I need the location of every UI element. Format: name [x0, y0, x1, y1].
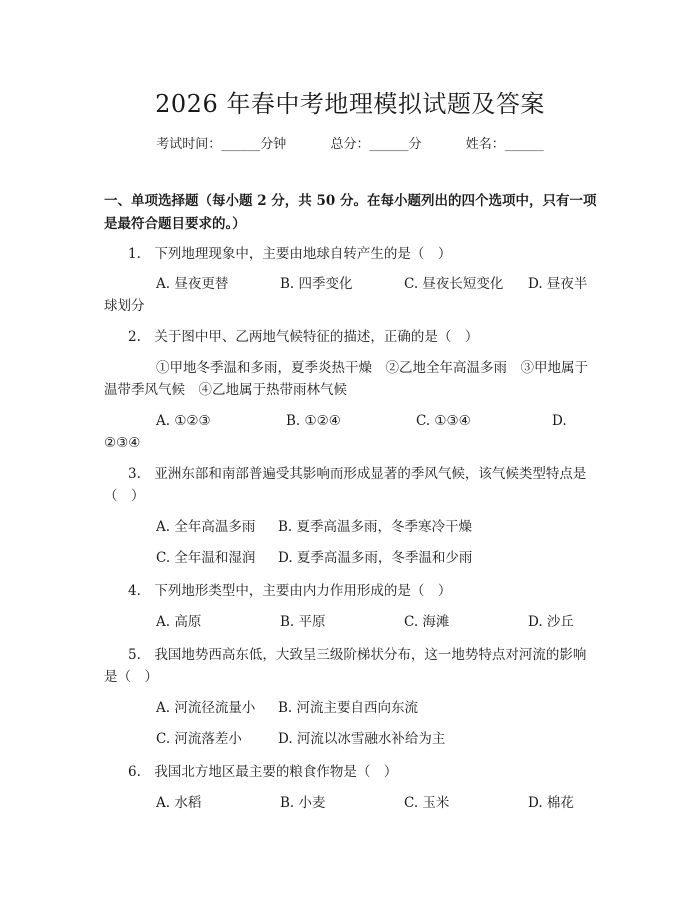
question-2-statements: ①甲地冬季温和多雨，夏季炎热干燥 ②乙地全年高温多雨 ③甲地属于: [156, 360, 588, 376]
option-d: D. 河流以冰雪融水补给为主: [278, 731, 446, 747]
option-a: A. 全年高温多雨: [156, 519, 256, 535]
question-1-option-wrap: 球划分: [104, 298, 145, 314]
option-a: A. ①②③: [156, 413, 211, 429]
question-3-options-row1: [156, 515, 600, 539]
question-3-stem: 3. 亚洲东部和南部普遍受其影响而形成显著的季风气候，该气候类型特点是: [128, 466, 587, 482]
question-5-stem: 5. 我国地势西高东低，大致呈三级阶梯状分布，这一地势特点对河流的影响: [128, 647, 587, 663]
question-1-stem: 1. 下列地理现象中，主要由地球自转产生的是（ ）: [128, 246, 452, 262]
question-5-options-row2: [156, 727, 600, 751]
student-name-field: 姓名：______: [465, 137, 544, 152]
question-5-stem-wrap: 是（ ）: [104, 669, 158, 685]
option-c: C. 全年温和湿润: [156, 550, 256, 566]
question-2-option-wrap: ②③④: [104, 435, 141, 451]
question-2-options: [156, 409, 600, 433]
option-c: C. 昼夜长短变化: [404, 276, 504, 292]
question-6-options: [156, 791, 600, 815]
section-heading-line: 一、单项选择题（每小题 2 分，共 50 分。在每小题列出的四个选项中，只有一项: [104, 193, 597, 209]
exam-time-field: 考试时间：______分钟: [156, 137, 287, 152]
option-a: A. 高原: [156, 614, 202, 630]
question-4-options: [156, 610, 600, 634]
option-b: B. 河流主要自西向东流: [278, 700, 419, 716]
question-3-options-row2: [156, 546, 600, 570]
question-2-statements-wrap: 温带季风气候 ④乙地属于热带雨林气候: [104, 382, 347, 398]
option-d: D. 棉花: [528, 795, 574, 811]
exam-title: 2026 年春中考地理模拟试题及答案: [155, 90, 545, 118]
option-a: A. 昼夜更替: [156, 276, 229, 292]
question-5-options-row1: [156, 696, 600, 720]
question-3-stem-wrap: （ ）: [104, 488, 145, 504]
exam-meta: [0, 133, 700, 152]
question-4-stem: 4. 下列地形类型中，主要由内力作用形成的是（ ）: [128, 583, 452, 599]
option-b: B. 夏季高温多雨，冬季寒冷干燥: [278, 519, 473, 535]
option-b: B. 四季变化: [280, 276, 353, 292]
option-b: B. 平原: [280, 614, 326, 630]
option-b: B. ①②④: [286, 413, 341, 429]
section-heading-line: 是最符合题目要求的。）: [104, 216, 246, 232]
option-b: B. 小麦: [280, 795, 326, 811]
option-d: D. 昼夜半: [528, 276, 588, 292]
total-score-field: 总分：______分: [330, 137, 422, 152]
question-2-stem: 2. 关于图中甲、乙两地气候特征的描述，正确的是（ ）: [128, 329, 479, 345]
option-d: D. 沙丘: [528, 614, 574, 630]
option-a: A. 河流径流量小: [156, 700, 256, 716]
option-a: A. 水稻: [156, 795, 202, 811]
option-d: D. 夏季高温多雨，冬季温和少雨: [278, 550, 473, 566]
question-6-stem: 6. 我国北方地区最主要的粮食作物是（ ）: [128, 764, 398, 780]
option-c: C. ①③④: [416, 413, 471, 429]
option-c: C. 玉米: [404, 795, 450, 811]
option-c: C. 海滩: [404, 614, 450, 630]
section-heading: [104, 190, 600, 236]
question-1-options: [156, 272, 600, 296]
option-d: D.: [552, 413, 567, 429]
option-c: C. 河流落差小: [156, 731, 242, 747]
